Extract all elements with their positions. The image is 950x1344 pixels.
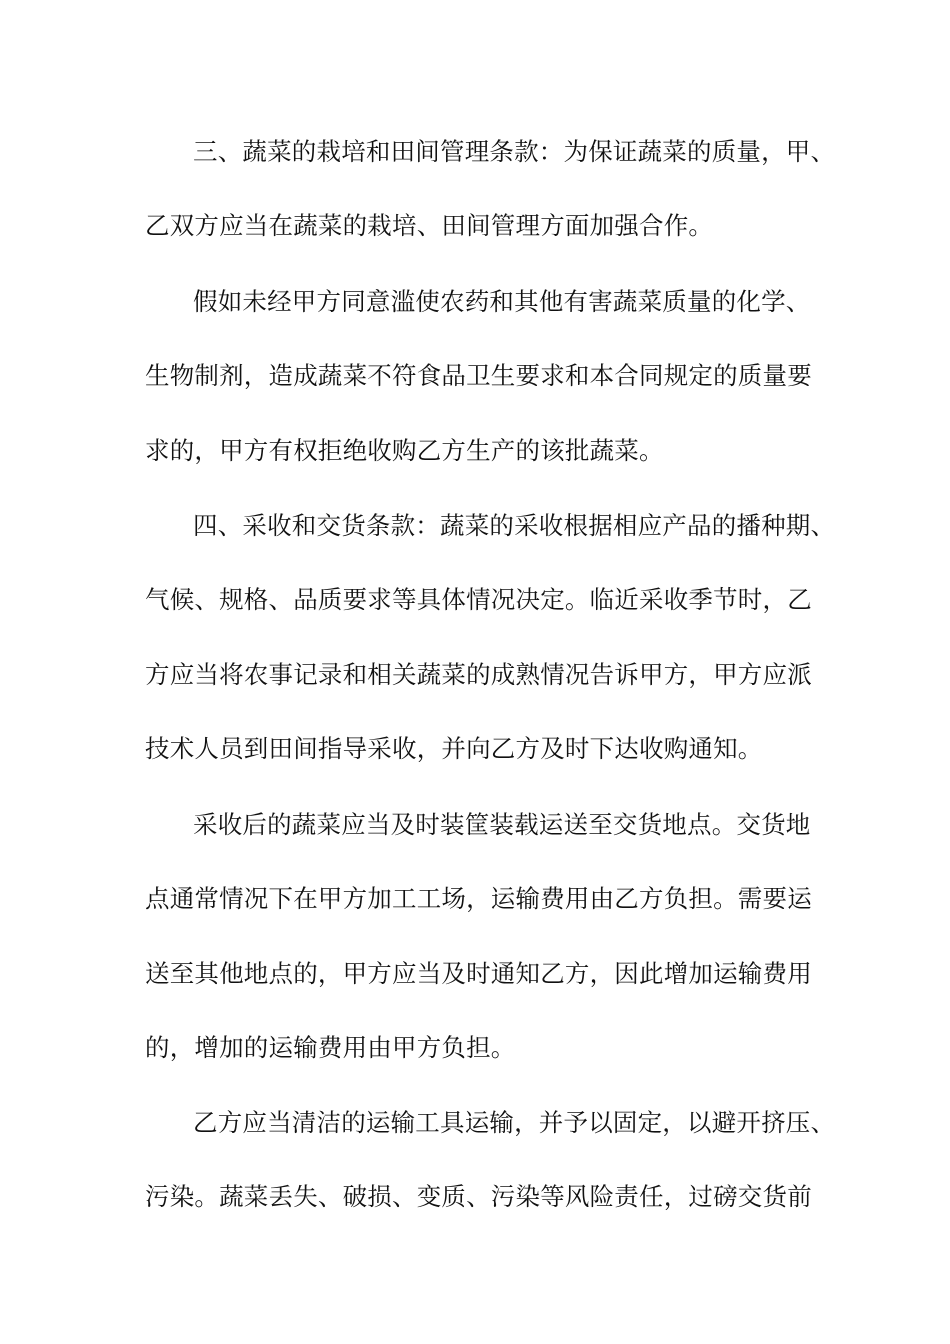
paragraph-line: 乙双方应当在蔬菜的栽培、田间管理方面加强合作。 (145, 211, 714, 240)
paragraph-line: 点通常情况下在甲方加工工场，运输费用由乙方负担。需要运 (145, 884, 812, 913)
paragraph-line: 方应当将农事记录和相关蔬菜的成熟情况告诉甲方，甲方应派 (145, 660, 812, 689)
paragraph-line: 采收后的蔬菜应当及时装筐装载运送至交货地点。交货地 (193, 810, 811, 839)
paragraph-line: 污染。蔬菜丢失、破损、变质、污染等风险责任，过磅交货前 (145, 1182, 812, 1211)
paragraph-line: 求的，甲方有权拒绝收购乙方生产的该批蔬菜。 (145, 436, 664, 465)
paragraph-line: 的，增加的运输费用由甲方负担。 (145, 1033, 516, 1062)
paragraph-line: 生物制剂，造成蔬菜不符食品卫生要求和本合同规定的质量要 (145, 361, 812, 390)
paragraph-line: 三、蔬菜的栽培和田间管理条款：为保证蔬菜的质量，甲、 (193, 137, 836, 166)
paragraph-line: 假如未经甲方同意滥使农药和其他有害蔬菜质量的化学、 (193, 287, 811, 316)
paragraph-line: 乙方应当清洁的运输工具运输，并予以固定，以避开挤压、 (193, 1108, 836, 1137)
paragraph-line: 送至其他地点的，甲方应当及时通知乙方，因此增加运输费用 (145, 959, 812, 988)
paragraph-line: 四、采收和交货条款：蔬菜的采收根据相应产品的播种期、 (193, 511, 836, 540)
paragraph-line: 技术人员到田间指导采收，并向乙方及时下达收购通知。 (145, 734, 763, 763)
paragraph-line: 气候、规格、品质要求等具体情况决定。临近采收季节时，乙 (145, 585, 812, 614)
